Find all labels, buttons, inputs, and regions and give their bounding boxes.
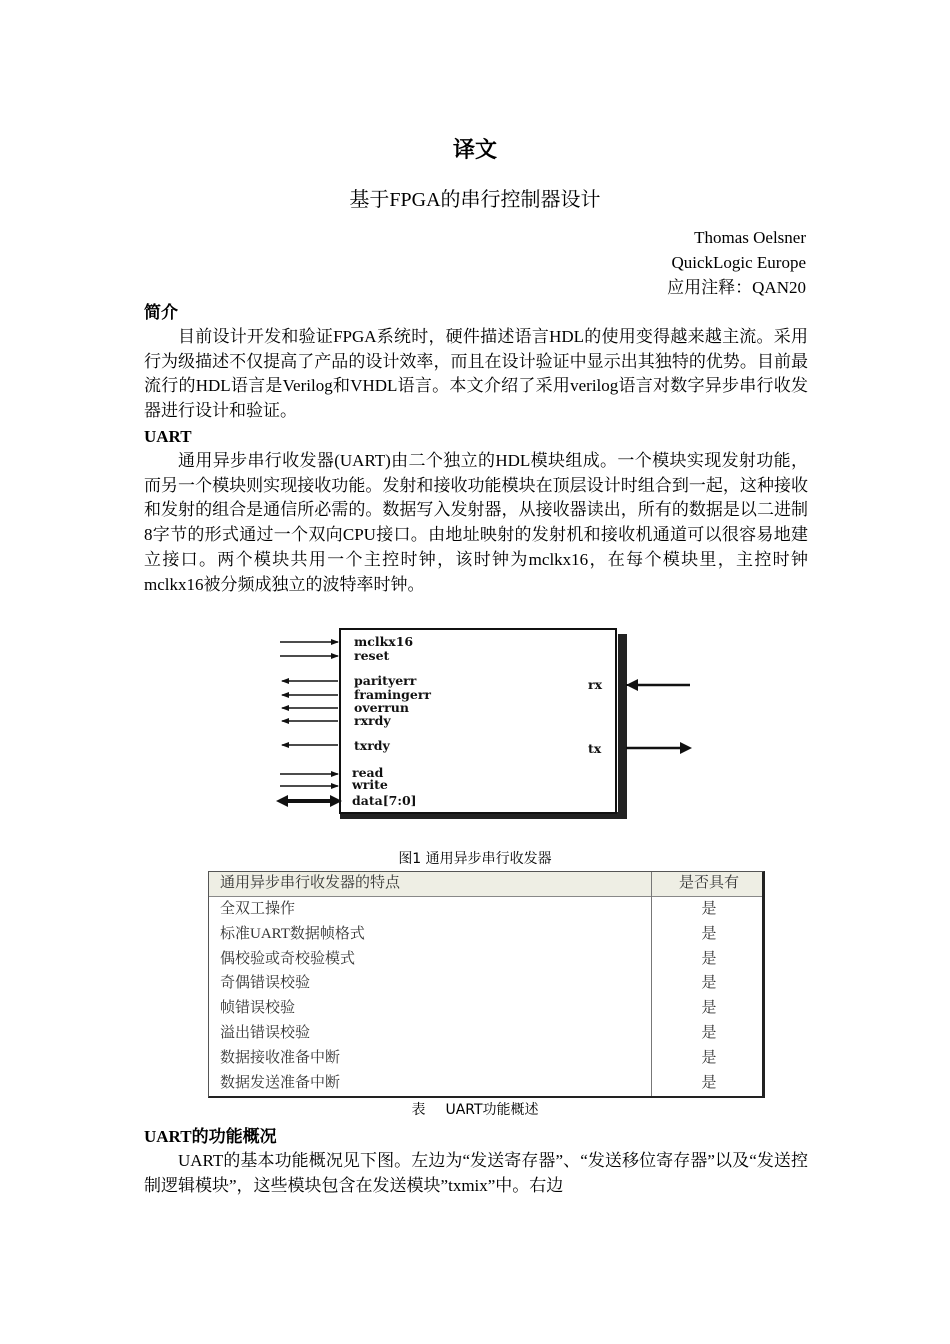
- table-cell-feature: 标准UART数据帧格式: [220, 925, 365, 942]
- figure-caption: 图1 通用异步串行收发器: [398, 851, 552, 867]
- table-row: [208, 996, 765, 1021]
- signal-mclkx16: mclkx16: [354, 634, 414, 649]
- table-row: [208, 922, 765, 947]
- application-note: 应用注释：QAN20: [667, 278, 806, 297]
- intro-paragraph: 目前设计开发和验证FPGA系统时，硬件描述语言HDL的使用变得越来越主流。采用行为级描述不仅提高了产品的设计效率，而且在设计验证中显示出其独特的优势。目前最流行的HDL语言是Verilog和VHDL语言。本文介绍了采用verilog语言对数字异步串行收发器进行设计和验证。: [144, 327, 808, 421]
- author-company: QuickLogic Europe: [671, 253, 806, 272]
- table-cell-value: 是: [701, 1074, 717, 1091]
- intro-heading: 简介: [144, 303, 178, 322]
- table-cell-value: 是: [701, 950, 717, 967]
- table-row: [208, 897, 765, 922]
- table-header-row: [208, 871, 765, 897]
- table-cell-value: 是: [701, 1000, 717, 1017]
- tx-arrow: [626, 739, 692, 759]
- table-cell-value: 是: [701, 975, 717, 992]
- table-caption-label: 表: [411, 1102, 426, 1118]
- table-row: [208, 1071, 765, 1096]
- signal-tx: tx: [588, 741, 602, 756]
- document-title: 译文: [452, 138, 497, 163]
- table-cell-feature: 全双工操作: [220, 901, 296, 917]
- signal-overrun: overrun: [354, 700, 409, 715]
- signal-read: read: [352, 765, 384, 780]
- uart-paragraph: 通用异步串行收发器(UART)由二个独立的HDL模块组成。一个模块实现发射功能，而另一个模块则实现接收功能。发射和接收功能模块在顶层设计时组合到一起，这种接收和发射的组合是通信所必需的。数据写入发射器，从接收器读出，所有的数据是以二进制8字节的形式通过一个双向CPU接口。由地址映射的发射机和接收机通道可以很容易地建立接口。两个模块共用一个主控时钟，该时钟为mclkx16，在每个模块里，主控时钟mclkx16被分频成独立的波特率时钟。: [144, 451, 808, 594]
- signal-data-bus: data[7:0]: [352, 793, 417, 808]
- feature-table: [208, 871, 765, 1095]
- signal-parityerr: parityerr: [354, 673, 417, 688]
- signal-framingerr: framingerr: [354, 687, 431, 702]
- table-row: [208, 947, 765, 972]
- signal-reset: reset: [354, 648, 390, 663]
- table-header-availability: 是否具有: [653, 871, 765, 897]
- author-name: Thomas Oelsner: [694, 228, 806, 247]
- document-subtitle: 基于FPGA的串行控制器设计: [349, 189, 601, 211]
- overview-heading: UART的功能概况: [144, 1127, 277, 1146]
- table-caption-text: UART功能概述: [445, 1102, 539, 1118]
- table-cell-feature: 溢出错误校验: [220, 1024, 311, 1041]
- table-cell-feature: 数据接收准备中断: [220, 1049, 341, 1066]
- table-cell-feature: 数据发送准备中断: [220, 1074, 341, 1091]
- signal-write: write: [352, 777, 388, 792]
- overview-paragraph: UART的基本功能概况见下图。左边为“发送寄存器”、“发送移位寄存器”以及“发送控制逻辑模块”，这些模块包含在发送模块”txmix”中。右边: [144, 1151, 808, 1195]
- table-cell-value: 是: [701, 925, 717, 942]
- table-cell-value: 是: [701, 1049, 717, 1066]
- table-column-divider: [651, 871, 652, 1098]
- table-caption: [0, 1100, 950, 1120]
- table-cell-value: 是: [701, 901, 717, 917]
- table-cell-feature: 偶校验或奇校验模式: [220, 950, 356, 967]
- rx-arrow: [626, 676, 692, 696]
- table-header-feature: 通用异步串行收发器的特点: [208, 871, 653, 897]
- table-row: [208, 1046, 765, 1071]
- table-row: [208, 971, 765, 996]
- signal-rx: rx: [588, 677, 603, 692]
- uart-heading: UART: [144, 427, 192, 446]
- table-cell-feature: 奇偶错误校验: [220, 975, 311, 992]
- signal-rxrdy: rxrdy: [354, 713, 391, 728]
- signal-txrdy: txrdy: [354, 738, 390, 753]
- table-cell-value: 是: [701, 1024, 717, 1041]
- uart-block-diagram: [274, 626, 636, 824]
- table-cell-feature: 帧错误校验: [220, 1000, 296, 1017]
- table-row: [208, 1021, 765, 1046]
